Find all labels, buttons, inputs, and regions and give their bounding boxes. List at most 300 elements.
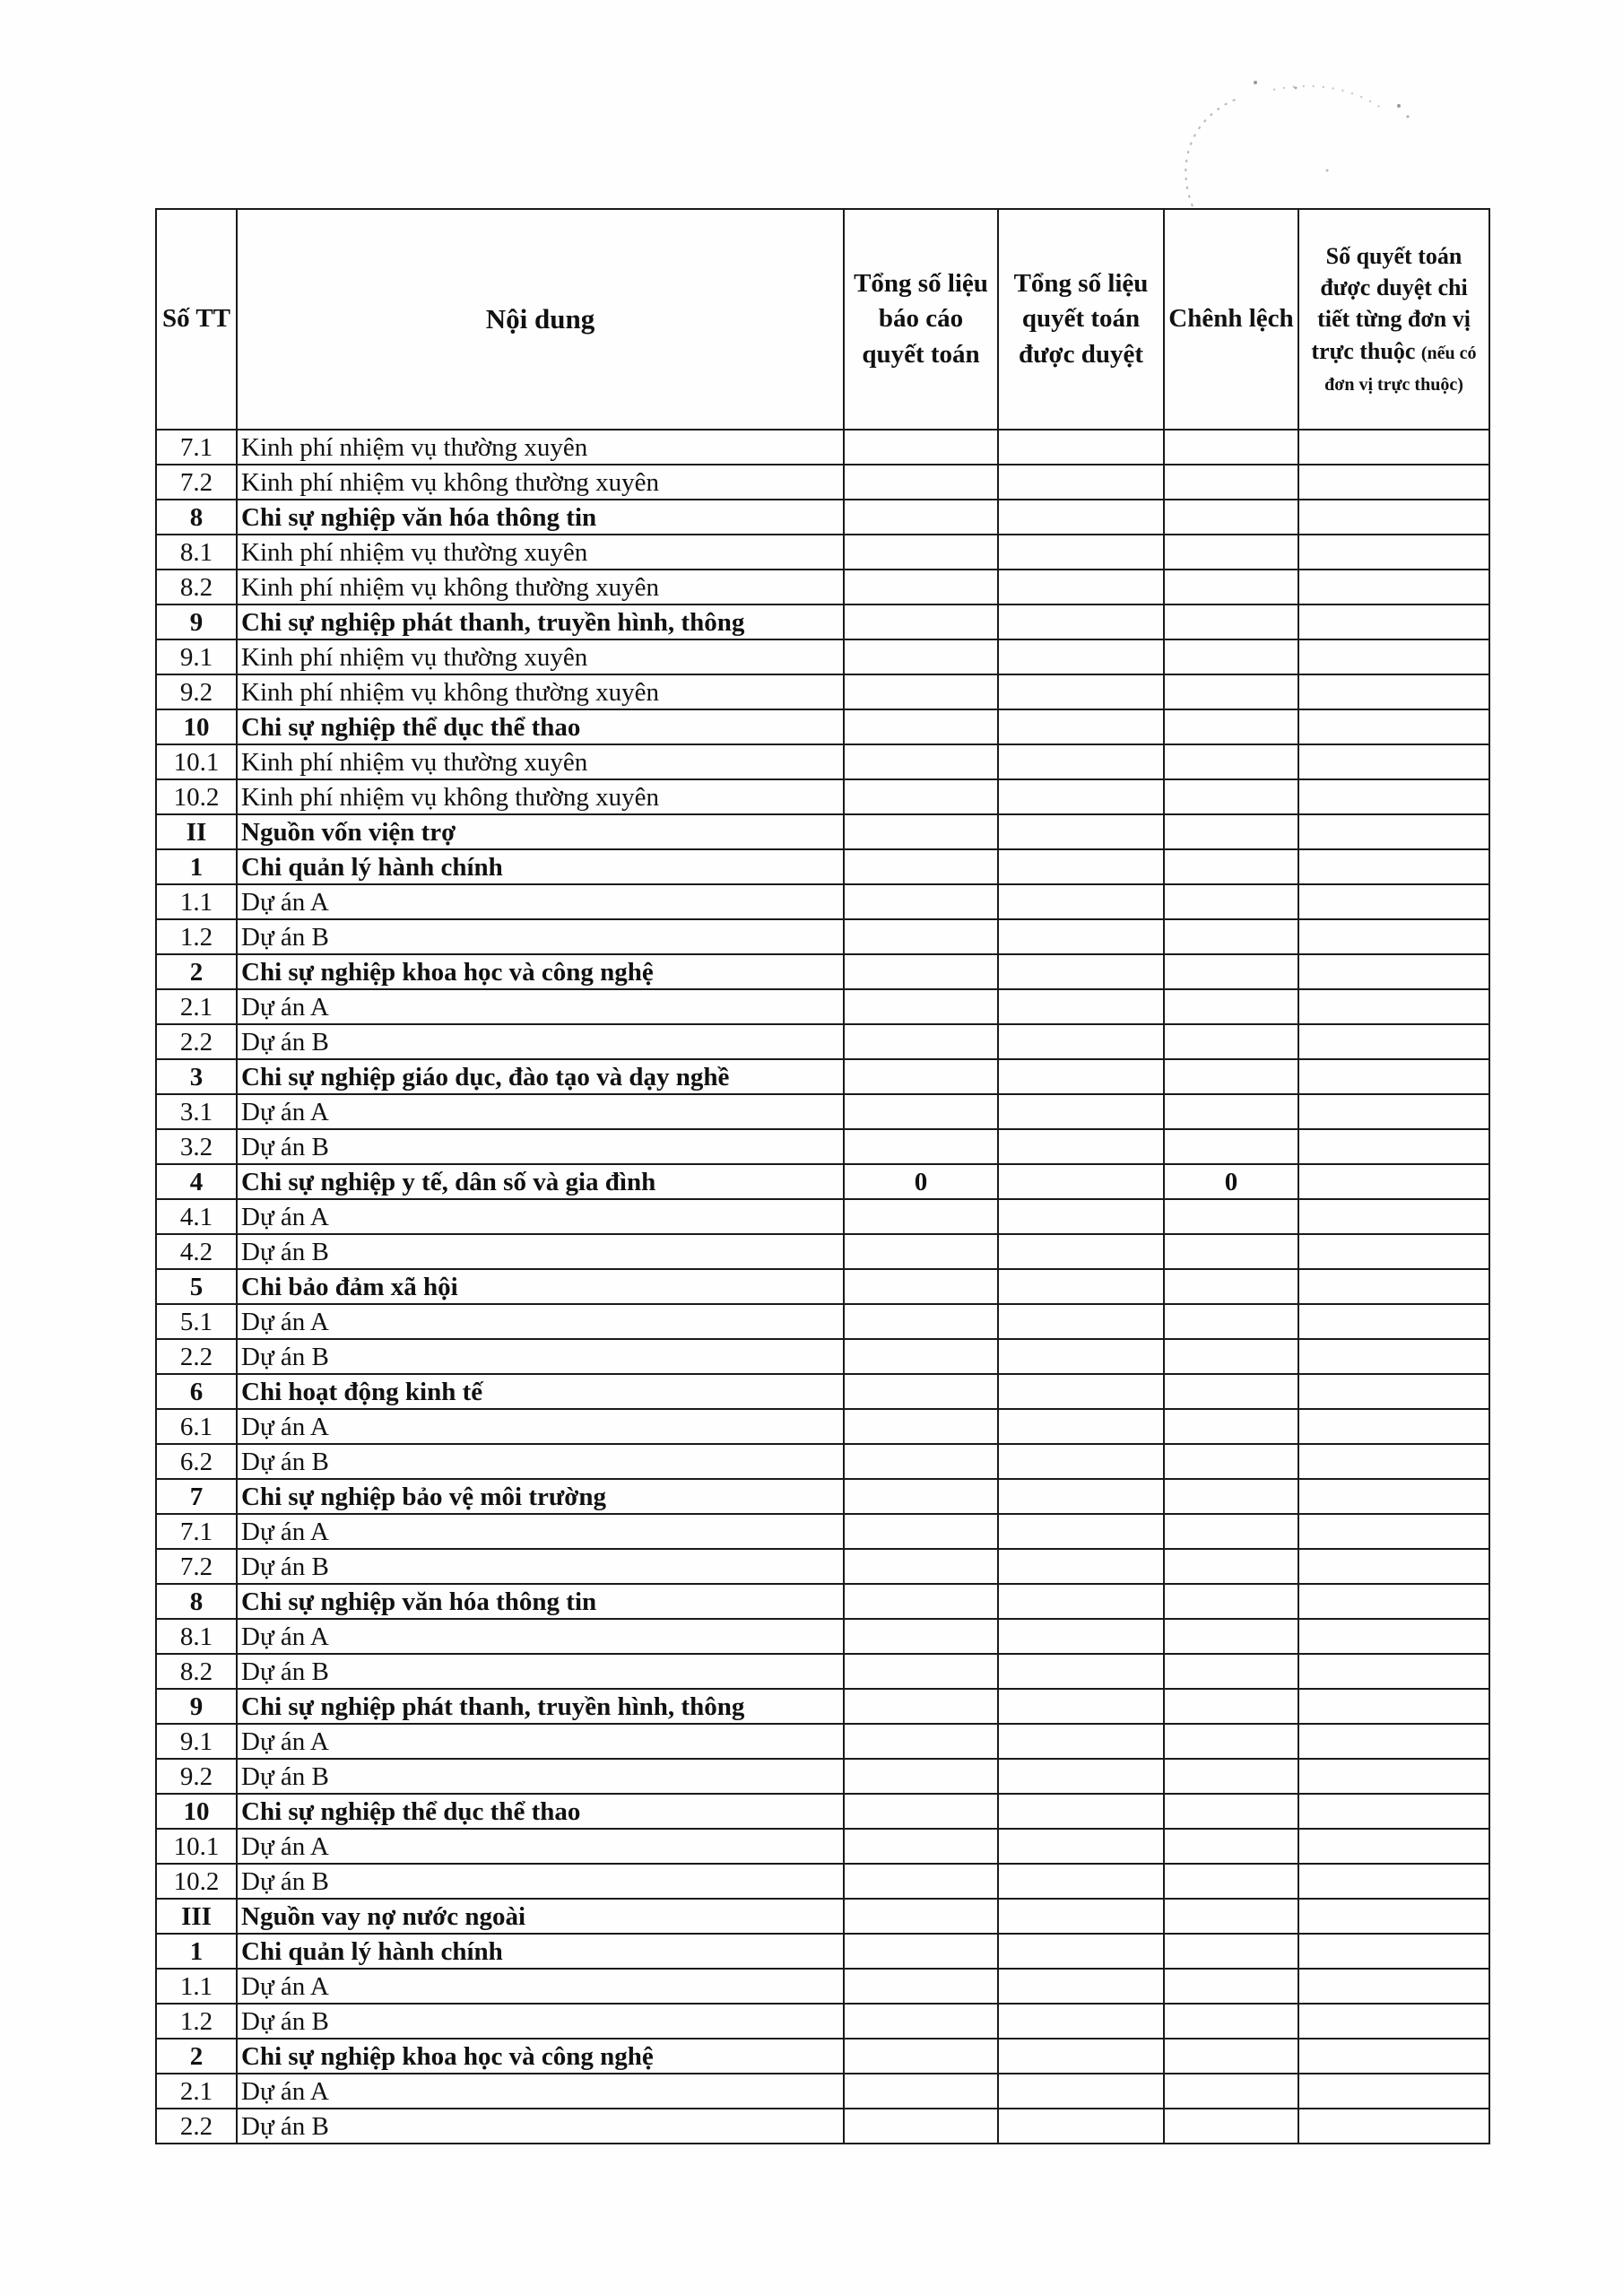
cell-detail-per-unit [1298,674,1489,709]
cell-detail-per-unit [1298,989,1489,1024]
cell-stt: II [156,814,237,849]
cell-detail-per-unit [1298,1024,1489,1059]
table-row [156,884,1489,919]
cell-approved-total [998,604,1164,639]
cell-reported-total [844,1199,998,1234]
cell-approved-total [998,570,1164,604]
cell-difference [1164,1584,1298,1619]
table-row [156,604,1489,639]
cell-stt: 8.2 [156,570,237,604]
table-row [156,465,1489,500]
cell-difference [1164,709,1298,744]
cell-reported-total [844,1619,998,1654]
cell-stt: 6 [156,1374,237,1409]
cell-difference: 0 [1164,1164,1298,1199]
cell-detail-per-unit [1298,1934,1489,1969]
cell-difference [1164,1549,1298,1584]
cell-stt: 8 [156,500,237,535]
cell-reported-total [844,639,998,674]
cell-content: Dự án A [237,2074,844,2109]
cell-difference [1164,1794,1298,1829]
cell-stt: 8.1 [156,535,237,570]
table-row [156,1234,1489,1269]
cell-content: Dự án B [237,1444,844,1479]
cell-approved-total [998,1654,1164,1689]
cell-content: Chi sự nghiệp phát thanh, truyền hình, thông [237,1689,844,1724]
cell-difference [1164,2074,1298,2109]
cell-content: Dự án B [237,1654,844,1689]
cell-content: Kinh phí nhiệm vụ không thường xuyên [237,465,844,500]
cell-reported-total [844,500,998,535]
table-row [156,1549,1489,1584]
cell-difference [1164,1969,1298,2004]
table-row [156,1269,1489,1304]
table-body [156,430,1489,2144]
table-row [156,639,1489,674]
cell-approved-total [998,709,1164,744]
cell-approved-total [998,1234,1164,1269]
cell-content: Dự án B [237,1549,844,1584]
cell-difference [1164,1619,1298,1654]
cell-reported-total [844,1374,998,1409]
cell-approved-total [998,1794,1164,1829]
cell-difference [1164,1444,1298,1479]
cell-stt: 7.2 [156,1549,237,1584]
table-row [156,1759,1489,1794]
cell-stt: 8.1 [156,1619,237,1654]
cell-stt: 3.2 [156,1129,237,1164]
cell-difference [1164,1094,1298,1129]
cell-reported-total [844,1094,998,1129]
cell-approved-total [998,1269,1164,1304]
cell-stt: 3.1 [156,1094,237,1129]
cell-detail-per-unit [1298,500,1489,535]
cell-content: Nguồn vốn viện trợ [237,814,844,849]
cell-detail-per-unit [1298,849,1489,884]
table-row [156,1654,1489,1689]
cell-content: Dự án A [237,1969,844,2004]
cell-stt: 6.1 [156,1409,237,1444]
cell-detail-per-unit [1298,1444,1489,1479]
cell-reported-total [844,1059,998,1094]
cell-content: Kinh phí nhiệm vụ thường xuyên [237,639,844,674]
cell-reported-total [844,604,998,639]
cell-reported-total: 0 [844,1164,998,1199]
cell-stt: 10 [156,1794,237,1829]
cell-approved-total [998,1059,1164,1094]
cell-stt: 9.1 [156,1724,237,1759]
cell-stt: 9.2 [156,674,237,709]
cell-difference [1164,1059,1298,1094]
cell-approved-total [998,1899,1164,1934]
table-row [156,2039,1489,2074]
cell-content: Kinh phí nhiệm vụ thường xuyên [237,535,844,570]
cell-detail-per-unit [1298,535,1489,570]
header-approved-total: Tổng số liệu quyết toán được duyệt [998,209,1164,430]
cell-content: Dự án A [237,1829,844,1864]
cell-detail-per-unit [1298,639,1489,674]
cell-content: Chi sự nghiệp khoa học và công nghệ [237,2039,844,2074]
cell-content: Dự án A [237,1619,844,1654]
cell-content: Dự án B [237,919,844,954]
cell-stt: 2.2 [156,1024,237,1059]
cell-difference [1164,849,1298,884]
cell-stt: 5 [156,1269,237,1304]
cell-reported-total [844,1584,998,1619]
cell-detail-per-unit [1298,1129,1489,1164]
header-reported-total: Tổng số liệu báo cáo quyết toán [844,209,998,430]
cell-difference [1164,744,1298,779]
cell-stt: 6.2 [156,1444,237,1479]
table-row [156,2109,1489,2144]
cell-content: Chi sự nghiệp khoa học và công nghệ [237,954,844,989]
table-row [156,430,1489,465]
cell-detail-per-unit [1298,2004,1489,2039]
cell-detail-per-unit [1298,570,1489,604]
settlement-report-table [155,208,1490,2144]
cell-approved-total [998,1619,1164,1654]
cell-stt: 10.1 [156,1829,237,1864]
cell-content: Dự án B [237,2004,844,2039]
cell-stt: 2 [156,2039,237,2074]
cell-approved-total [998,1864,1164,1899]
cell-reported-total [844,1829,998,1864]
cell-approved-total [998,500,1164,535]
cell-stt: 10 [156,709,237,744]
cell-content: Dự án B [237,1129,844,1164]
cell-stt: 10.2 [156,779,237,814]
cell-reported-total [844,1724,998,1759]
cell-reported-total [844,2004,998,2039]
cell-difference [1164,1514,1298,1549]
cell-difference [1164,1269,1298,1304]
cell-reported-total [844,1689,998,1724]
cell-reported-total [844,744,998,779]
cell-difference [1164,1654,1298,1689]
cell-approved-total [998,1374,1164,1409]
cell-stt: 9 [156,604,237,639]
table-row [156,1724,1489,1759]
cell-detail-per-unit [1298,465,1489,500]
cell-stt: 2.1 [156,2074,237,2109]
cell-content: Chi sự nghiệp bảo vệ môi trường [237,1479,844,1514]
cell-content: Chi hoạt động kinh tế [237,1374,844,1409]
cell-detail-per-unit [1298,1304,1489,1339]
cell-difference [1164,2039,1298,2074]
cell-content: Nguồn vay nợ nước ngoài [237,1899,844,1934]
cell-approved-total [998,1549,1164,1584]
cell-approved-total [998,674,1164,709]
cell-reported-total [844,1969,998,2004]
cell-content: Chi sự nghiệp giáo dục, đào tạo và dạy nghề [237,1059,844,1094]
cell-detail-per-unit [1298,1759,1489,1794]
table-row [156,1164,1489,1199]
cell-reported-total [844,989,998,1024]
table-row [156,500,1489,535]
cell-reported-total [844,779,998,814]
table-row [156,744,1489,779]
cell-content: Chi quản lý hành chính [237,1934,844,1969]
cell-detail-per-unit [1298,1724,1489,1759]
cell-stt: 7.1 [156,1514,237,1549]
cell-content: Chi bảo đảm xã hội [237,1269,844,1304]
cell-content: Dự án B [237,1234,844,1269]
cell-detail-per-unit [1298,1339,1489,1374]
cell-content: Kinh phí nhiệm vụ thường xuyên [237,430,844,465]
cell-detail-per-unit [1298,1269,1489,1304]
cell-difference [1164,884,1298,919]
cell-reported-total [844,535,998,570]
cell-approved-total [998,1164,1164,1199]
cell-detail-per-unit [1298,1479,1489,1514]
cell-detail-per-unit [1298,1549,1489,1584]
cell-difference [1164,1864,1298,1899]
cell-content: Dự án B [237,1864,844,1899]
cell-reported-total [844,570,998,604]
cell-approved-total [998,2074,1164,2109]
cell-reported-total [844,1444,998,1479]
cell-difference [1164,1724,1298,1759]
cell-detail-per-unit [1298,1234,1489,1269]
cell-detail-per-unit [1298,604,1489,639]
table-row [156,1829,1489,1864]
cell-content: Dự án A [237,989,844,1024]
table-row [156,1059,1489,1094]
cell-reported-total [844,1409,998,1444]
cell-detail-per-unit [1298,1619,1489,1654]
cell-content: Chi sự nghiệp văn hóa thông tin [237,1584,844,1619]
cell-stt: 8 [156,1584,237,1619]
table-row [156,674,1489,709]
cell-detail-per-unit [1298,1794,1489,1829]
cell-content: Chi sự nghiệp thể dục thể thao [237,1794,844,1829]
table-row [156,1304,1489,1339]
table-row [156,1409,1489,1444]
header-detail-per-unit [1298,209,1489,430]
cell-difference [1164,1199,1298,1234]
cell-detail-per-unit [1298,1059,1489,1094]
cell-detail-per-unit [1298,430,1489,465]
cell-content: Chi sự nghiệp y tế, dân số và gia đình [237,1164,844,1199]
cell-difference [1164,674,1298,709]
cell-difference [1164,604,1298,639]
table-row [156,535,1489,570]
cell-detail-per-unit [1298,1164,1489,1199]
cell-approved-total [998,2004,1164,2039]
cell-difference [1164,1759,1298,1794]
cell-detail-per-unit [1298,884,1489,919]
header-difference: Chênh lệch [1164,209,1298,430]
cell-reported-total [844,849,998,884]
table-row [156,709,1489,744]
cell-approved-total [998,535,1164,570]
table-row [156,1899,1489,1934]
cell-reported-total [844,1269,998,1304]
cell-detail-per-unit [1298,1829,1489,1864]
table-row [156,1864,1489,1899]
cell-detail-per-unit [1298,2109,1489,2144]
cell-reported-total [844,814,998,849]
cell-difference [1164,1024,1298,1059]
cell-reported-total [844,1654,998,1689]
cell-difference [1164,1829,1298,1864]
cell-approved-total [998,1479,1164,1514]
cell-content: Chi sự nghiệp phát thanh, truyền hình, thông [237,604,844,639]
cell-stt: 1.1 [156,1969,237,2004]
header-detail-main: Số quyết toán được duyệt chi tiết từng đơn vị trực thuộc [1311,243,1471,364]
cell-stt: 10.1 [156,744,237,779]
cell-difference [1164,1339,1298,1374]
cell-stt: 1 [156,1934,237,1969]
table-row [156,2004,1489,2039]
cell-detail-per-unit [1298,919,1489,954]
cell-detail-per-unit [1298,1094,1489,1129]
cell-content: Kinh phí nhiệm vụ không thường xuyên [237,779,844,814]
table-row [156,1934,1489,1969]
cell-reported-total [844,2039,998,2074]
cell-detail-per-unit [1298,1514,1489,1549]
cell-stt: III [156,1899,237,1934]
cell-content: Dự án B [237,1339,844,1374]
cell-content: Dự án B [237,1759,844,1794]
cell-detail-per-unit [1298,1899,1489,1934]
cell-approved-total [998,639,1164,674]
cell-reported-total [844,2109,998,2144]
cell-detail-per-unit [1298,1864,1489,1899]
cell-stt: 1.2 [156,919,237,954]
cell-detail-per-unit [1298,814,1489,849]
cell-approved-total [998,884,1164,919]
cell-reported-total [844,1899,998,1934]
table-row [156,570,1489,604]
cell-difference [1164,535,1298,570]
cell-difference [1164,1934,1298,1969]
cell-content: Dự án A [237,1304,844,1339]
cell-difference [1164,2004,1298,2039]
table-row [156,1199,1489,1234]
cell-reported-total [844,1759,998,1794]
table-row [156,954,1489,989]
cell-stt: 9 [156,1689,237,1724]
table-row [156,1024,1489,1059]
cell-difference [1164,2109,1298,2144]
cell-detail-per-unit [1298,1409,1489,1444]
cell-difference [1164,919,1298,954]
cell-content: Dự án A [237,1514,844,1549]
table-row [156,814,1489,849]
table-row [156,779,1489,814]
cell-reported-total [844,1304,998,1339]
cell-stt: 1.1 [156,884,237,919]
cell-difference [1164,430,1298,465]
cell-stt: 9.2 [156,1759,237,1794]
cell-stt: 4.1 [156,1199,237,1234]
table-row [156,919,1489,954]
cell-stt: 7.1 [156,430,237,465]
cell-reported-total [844,430,998,465]
cell-reported-total [844,465,998,500]
table-row [156,849,1489,884]
cell-difference [1164,954,1298,989]
cell-stt: 2.2 [156,2109,237,2144]
table-row [156,1794,1489,1829]
table-header [156,209,1489,430]
cell-reported-total [844,674,998,709]
table-row [156,1584,1489,1619]
cell-stt: 7.2 [156,465,237,500]
header-row [156,209,1489,430]
cell-stt: 3 [156,1059,237,1094]
table-row [156,1969,1489,2004]
cell-reported-total [844,1514,998,1549]
cell-difference [1164,1899,1298,1934]
cell-stt: 2.2 [156,1339,237,1374]
cell-detail-per-unit [1298,2039,1489,2074]
cell-content: Chi sự nghiệp văn hóa thông tin [237,500,844,535]
header-stt: Số TT [156,209,237,430]
cell-stt: 7 [156,1479,237,1514]
cell-content: Dự án A [237,1199,844,1234]
cell-reported-total [844,709,998,744]
cell-difference [1164,465,1298,500]
cell-approved-total [998,1129,1164,1164]
cell-reported-total [844,1339,998,1374]
cell-detail-per-unit [1298,779,1489,814]
cell-approved-total [998,2109,1164,2144]
cell-approved-total [998,1024,1164,1059]
cell-reported-total [844,1479,998,1514]
cell-approved-total [998,1199,1164,1234]
cell-content: Chi quản lý hành chính [237,849,844,884]
cell-content: Dự án A [237,1094,844,1129]
cell-content: Dự án A [237,1724,844,1759]
table-row [156,1339,1489,1374]
cell-approved-total [998,2039,1164,2074]
cell-reported-total [844,884,998,919]
cell-approved-total [998,1689,1164,1724]
cell-difference [1164,1234,1298,1269]
cell-difference [1164,779,1298,814]
cell-detail-per-unit [1298,744,1489,779]
cell-content: Dự án A [237,884,844,919]
cell-stt: 2 [156,954,237,989]
cell-approved-total [998,1514,1164,1549]
cell-detail-per-unit [1298,954,1489,989]
cell-reported-total [844,1234,998,1269]
cell-difference [1164,1374,1298,1409]
cell-approved-total [998,465,1164,500]
cell-approved-total [998,1094,1164,1129]
cell-stt: 8.2 [156,1654,237,1689]
cell-reported-total [844,954,998,989]
cell-reported-total [844,1864,998,1899]
table-row [156,989,1489,1024]
cell-reported-total [844,1129,998,1164]
cell-detail-per-unit [1298,1584,1489,1619]
cell-detail-per-unit [1298,1654,1489,1689]
table-row [156,1619,1489,1654]
cell-content: Kinh phí nhiệm vụ không thường xuyên [237,674,844,709]
cell-difference [1164,1409,1298,1444]
cell-stt: 1.2 [156,2004,237,2039]
header-detail-note: (nếu có đơn vị trực thuộc) [1324,343,1477,395]
cell-stt: 4.2 [156,1234,237,1269]
cell-content: Dự án B [237,2109,844,2144]
cell-reported-total [844,2074,998,2109]
table-row [156,1094,1489,1129]
cell-difference [1164,500,1298,535]
cell-detail-per-unit [1298,709,1489,744]
